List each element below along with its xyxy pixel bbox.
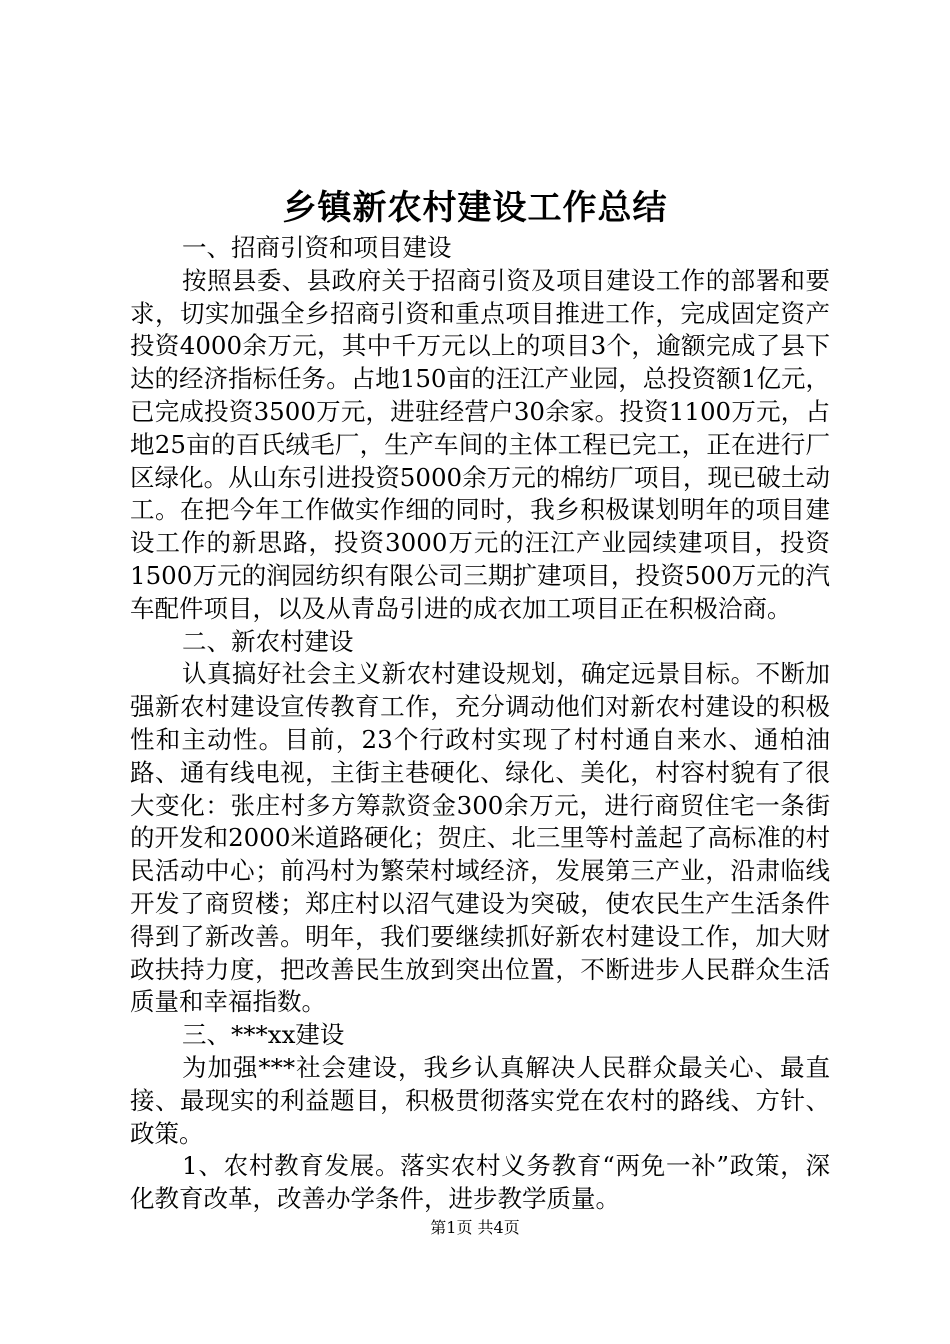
section-paragraph: 按照县委、县政府关于招商引资及项目建设工作的部署和要求，切实加强全乡招商引资和重点项目推进工作，完成固定资产投资4000余万元，其中千万元以上的项目3个，逾额完成了县下达的经济指标任务。占地150亩的汪江产业园，总投资额1亿元，已完成投资3500万元，进驻经营户30余家。投资1100万元，占地25亩的百氏绒毛厂，生产车间的主体工程已完工，正在进行厂区绿化。从山东引进投资5000余万元的棉纺厂项目，现已破土动工。在把今年工作做实作细的同时，我乡积极谋划明年的项目建设工作的新思路，投资3000万元的汪江产业园续建项目，投资1500万元的润园纺织有限公司三期扩建项目，投资500万元的汽车配件项目，以及从青岛引进的成衣加工项目正在积极洽商。 [130, 265, 830, 623]
page-number: 第1页 共4页 [430, 1218, 520, 1237]
section-heading: 三、***xx建设 [182, 1020, 345, 1050]
section-heading: 一、招商引资和项目建设 [182, 233, 452, 262]
section-heading: 二、新农村建设 [182, 626, 354, 656]
document-body [130, 232, 830, 1216]
section-paragraph: 1、农村教育发展。落实农村义务教育“两免一补”政策，深化教育改革，改善办学条件，进步教学质量。 [130, 1151, 830, 1214]
section-social-construction [130, 1019, 830, 1216]
document-title: 乡镇新农村建设工作总结 [282, 188, 668, 228]
section-investment [130, 232, 830, 626]
section-paragraph: 认真搞好社会主义新农村建设规划，确定远景目标。不断加强新农村建设宣传教育工作，充分调动他们对新农村建设的积极性和主动性。目前，23个行政村实现了村村通自来水、通柏油路、通有线电视，主街主巷硬化、绿化、美化，村容村貌有了很大变化：张庄村多方筹款资金300余万元，进行商贸住宅一条街的开发和2000米道路硬化；贺庄、北三里等村盖起了高标准的村民活动中心；前冯村为繁荣村域经济，发展第三产业，沿肃临线开发了商贸楼；郑庄村以沼气建设为突破，使农民生产生活条件得到了新改善。明年，我们要继续抓好新农村建设工作，加大财政扶持力度，把改善民生放到突出位置，不断进步人民群众生活质量和幸福指数。 [130, 659, 830, 1017]
section-paragraph: 为加强***社会建设，我乡认真解决人民群众最关心、最直接、最现实的利益题目，积极贯彻落实党在农村的路线、方针、政策。 [130, 1052, 830, 1148]
section-new-countryside [130, 626, 830, 1020]
